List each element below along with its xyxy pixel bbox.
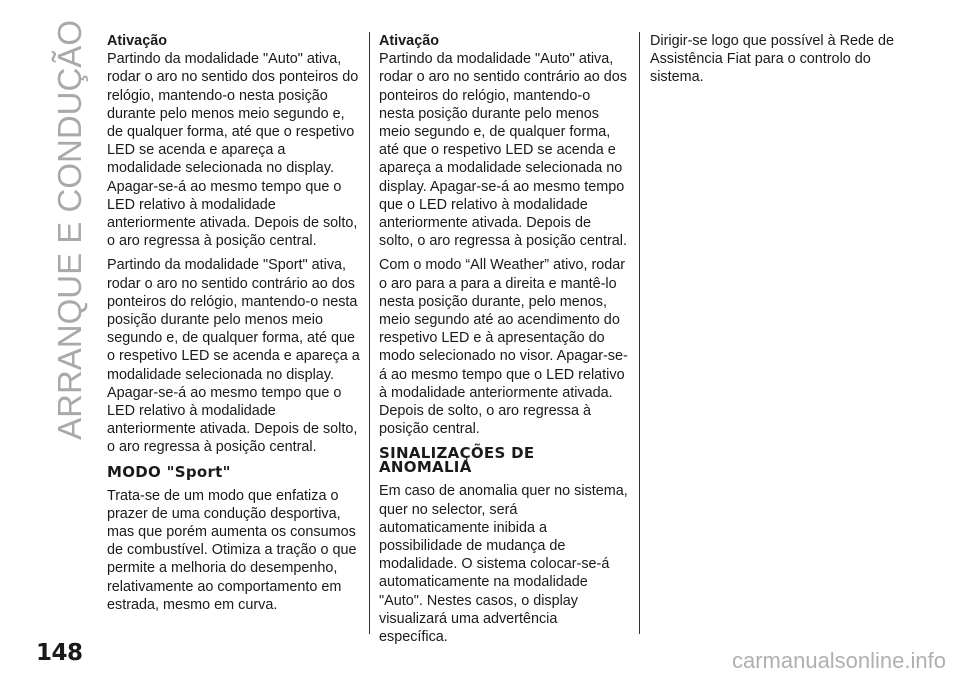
paragraph: Com o modo “All Weather” ativo, rodar o aro para a para a direita e mantê-lo nesta posição durante, pelo menos, meio segundo até ao acendimento do respetivo LED e à apresentação do modo selecionado no visor. Apagar-se-á ao mesmo tempo que o LED relativo à modalidade anteriormente ativada. Depois de solto, o aro regressa à posição central. (379, 257, 628, 438)
chapter-side-title (44, 20, 94, 440)
section-heading-sinalizacoes: SINALIZAÇÕES DE ANOMALIA (379, 444, 535, 477)
chapter-title-text: ARRANQUE E CONDUÇÃO (50, 20, 88, 440)
column-divider-1 (369, 32, 370, 634)
text-column-2 (379, 32, 629, 652)
paragraph: Partindo da modalidade "Auto" ativa, rodar o aro no sentido contrário ao dos ponteiros do relógio, mantendo-o nesta posição durante pelo menos meio segundo e, de qualquer forma, até que o respetivo LED se acenda e apareça a modalidade selecionada no display. Apagar-se-á ao mesmo tempo que o LED relativo à modalidade anteriormente ativada. Depois de solto, o aro regressa à posição central. (379, 51, 627, 250)
section-heading-modo-sport: MODO "Sport" (107, 462, 231, 481)
paragraph: Em caso de anomalia quer no sistema, quer no selector, será automaticamente inibida a possibilidade de mudança de modalidade. O sistema colocar-se-á automaticamente na modalidade "Auto". Nestes casos, o display visualizará uma advertência específica. (379, 483, 628, 646)
page-number: 148 (36, 640, 83, 666)
watermark-url: carmanualsonline.info (731, 648, 946, 673)
paragraph: Trata-se de um modo que enfatiza o prazer de uma condução desportiva, mas que porém aumenta os consumos de combustível. Otimiza a tração o que permite a melhoria do desempenho, relativamente ao comportamento em estrada, mesmo em curva. (107, 487, 357, 613)
subheading-ativacao: Ativação (107, 33, 167, 49)
text-column-1 (107, 32, 362, 620)
paragraph: Partindo da modalidade "Sport" ativa, rodar o aro no sentido contrário ao dos ponteiros do relógio, mantendo-o nesta posição durante pelo menos meio segundo e, de qualquer forma, até que o respetivo LED se acenda e apareça a modalidade selecionada no display. Apagar-se-á ao mesmo tempo que o LED relativo à modalidade anteriormente ativada. Depois de solto, o aro regressa à posição central. (107, 257, 360, 456)
subheading-ativacao: Ativação (379, 33, 439, 49)
text-column-3 (650, 32, 895, 93)
paragraph: Dirigir-se logo que possível à Rede de Assistência Fiat para o controlo do sistema. (650, 33, 894, 86)
column-divider-2 (639, 32, 640, 634)
paragraph: Partindo da modalidade "Auto" ativa, rodar o aro no sentido dos ponteiros do relógio, mantendo-o nesta posição durante pelo menos meio segundo e, de qualquer forma, até que o respetivo LED se acenda e apareça a modalidade selecionada no display. Apagar-se-á ao mesmo tempo que o LED relativo à modalidade anteriormente ativada. Depois de solto, o aro regressa à posição central. (107, 51, 359, 250)
